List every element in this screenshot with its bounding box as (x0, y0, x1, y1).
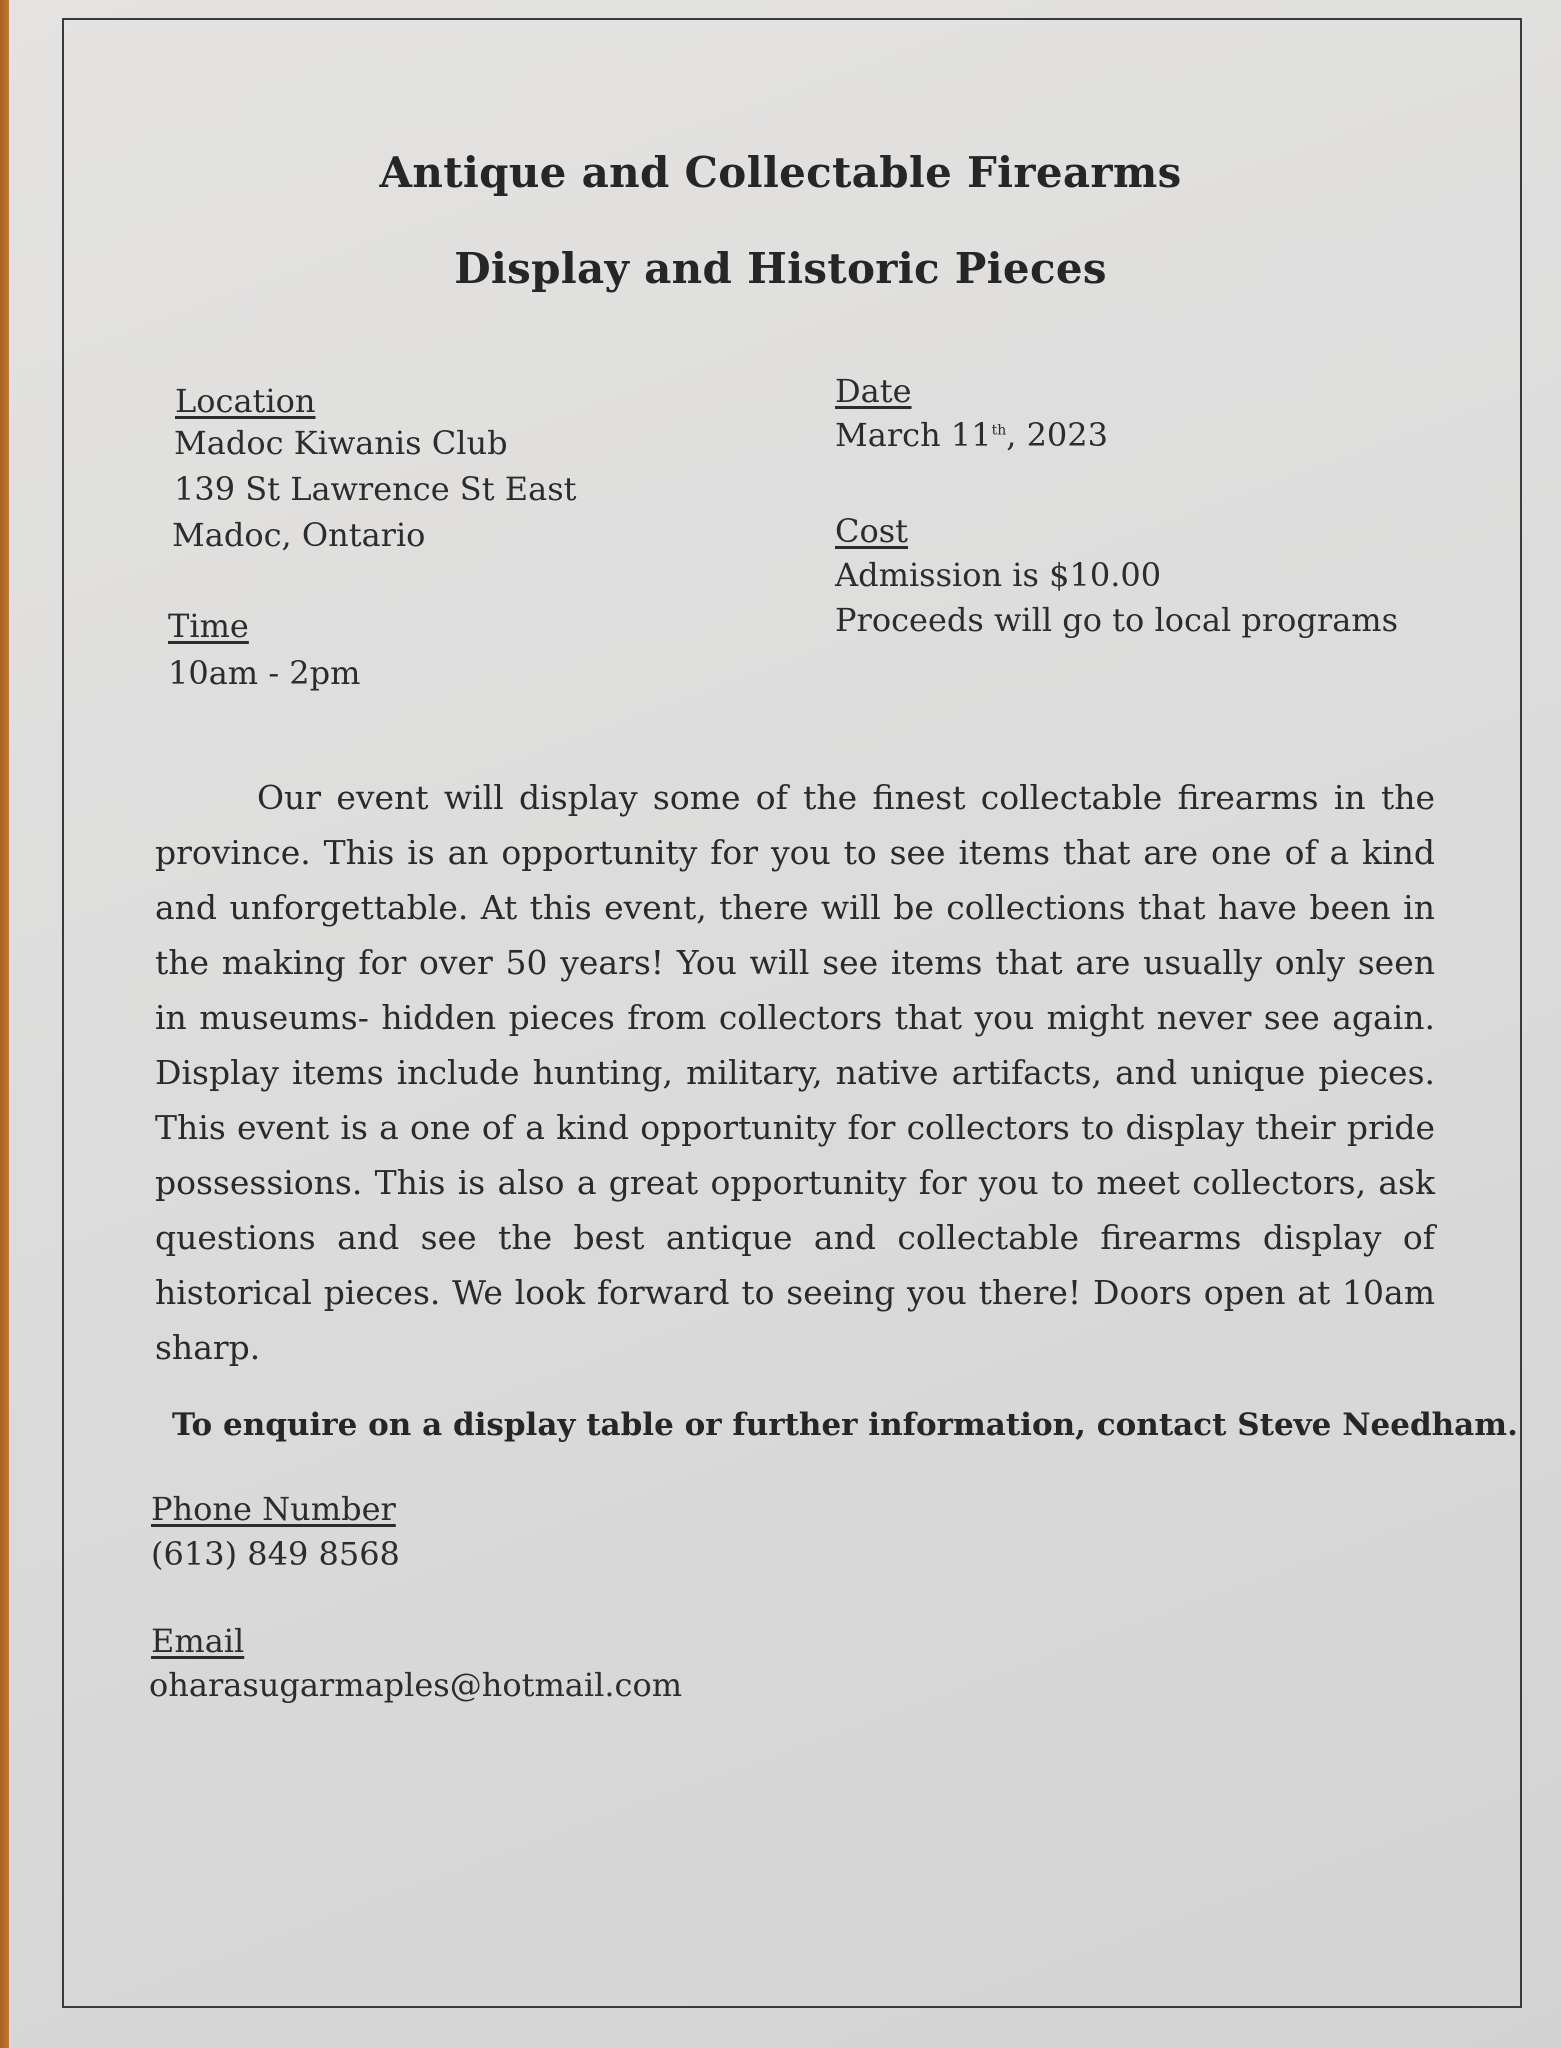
time-value: 10am - 2pm (168, 654, 361, 692)
date-heading: Date (835, 372, 912, 410)
date-value: March 11th, 2023 (835, 416, 1108, 454)
cost-admission: Admission is $10.00 (835, 556, 1162, 594)
phone-value: (613) 849 8568 (151, 1535, 400, 1573)
cost-proceeds: Proceeds will go to local programs (835, 601, 1399, 639)
page-subtitle: Display and Historic Pieces (454, 244, 1107, 293)
location-heading: Location (175, 382, 316, 420)
background-edge (0, 0, 9, 2048)
email-heading: Email (151, 1622, 245, 1660)
email-value: oharasugarmaples@hotmail.com (149, 1666, 683, 1704)
cost-heading: Cost (835, 512, 909, 550)
location-street: 139 St Lawrence St East (174, 470, 577, 508)
location-venue: Madoc Kiwanis Club (174, 424, 508, 462)
event-description: Our event will display some of the finest collectable firearms in the province. This is an opportunity for you to see items that are one of a kind and unforgettable. At this event, there will be collections that have been in the making for over 50 years! You will see items that are usually only seen in museums- hidden pieces from collectors that you might never see again. Display items include hunting, military, native artifacts, and unique pieces. This event is a one of a kind opportunity for collectors to display their pride possessions. This is also a great opportunity for you to meet collectors, ask questions and see the best antique and collectable firearms display of historical pieces. We look forward to seeing you there! Doors open at 10am sharp. (155, 778, 1435, 1367)
page-title: Antique and Collectable Firearms (379, 148, 1182, 197)
location-city: Madoc, Ontario (172, 516, 426, 554)
contact-line: To enquire on a display table or further information, contact Steve Needham. (172, 1407, 1518, 1443)
time-heading: Time (168, 607, 249, 645)
phone-heading: Phone Number (151, 1490, 396, 1528)
